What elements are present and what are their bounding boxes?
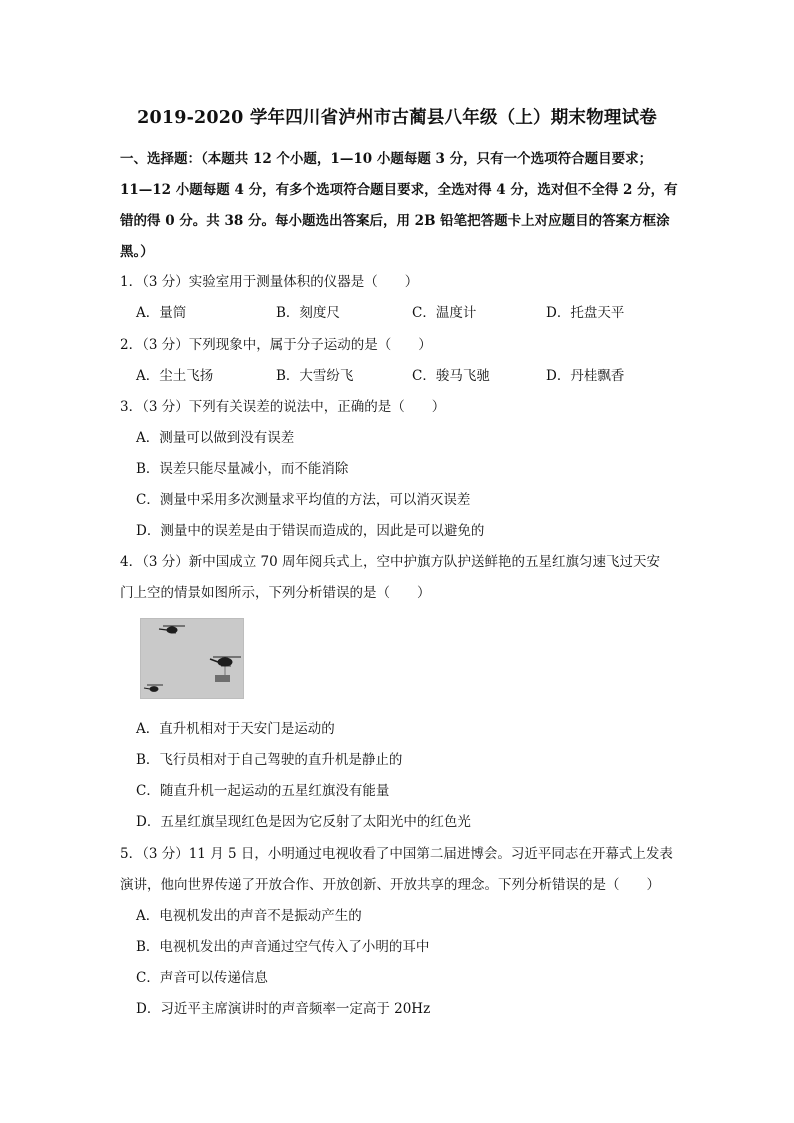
question-2-option-b: B．大雪纷飞	[276, 368, 354, 384]
question-3-option-d: D．测量中的误差是由于错误而造成的，因此是可以避免的	[136, 523, 485, 539]
question-4-option-c: C．随直升机一起运动的五星红旗没有能量	[136, 783, 390, 799]
question-1-option-b: B．刻度尺	[276, 305, 340, 321]
question-5-option-d: D．习近平主席演讲时的声音频率一定高于 20Hz	[136, 1001, 431, 1017]
section-line: 黑。）	[120, 244, 154, 260]
question-3-option-b: B．误差只能尽量减小，而不能消除	[136, 461, 349, 477]
question-4-option-a: A．直升机相对于天安门是运动的	[136, 721, 335, 737]
section-line: 错的得 0 分。共 38 分。每小题选出答案后，用 2B 铅笔把答题卡上对应题目的答案方框涂	[120, 213, 670, 229]
question-5-option-c: C．声音可以传递信息	[136, 970, 268, 986]
question-5-stem-line1: 5．（3 分）11 月 5 日，小明通过电视收看了中国第二届进博会。习近平同志在开幕式上发表	[120, 846, 673, 862]
question-1-option-c: C．温度计	[412, 305, 477, 321]
question-4-option-b: B．飞行员相对于自己驾驶的直升机是静止的	[136, 752, 403, 768]
question-2-option-d: D．丹桂飘香	[546, 368, 625, 384]
question-2-options	[136, 364, 696, 384]
question-3-stem: 3．（3 分）下列有关误差的说法中，正确的是（ ）	[120, 399, 446, 415]
question-1-options	[136, 301, 696, 321]
question-5-option-a: A．电视机发出的声音不是振动产生的	[136, 908, 362, 924]
question-1-option-a: A．量筒	[136, 305, 187, 321]
question-3-option-c: C．测量中采用多次测量求平均值的方法，可以消灭误差	[136, 492, 471, 508]
flag-icon	[215, 675, 230, 682]
question-1-option-d: D．托盘天平	[546, 305, 625, 321]
question-2-stem: 2．（3 分）下列现象中，属于分子运动的是（ ）	[120, 337, 432, 353]
question-5-option-b: B．电视机发出的声音通过空气传入了小明的耳中	[136, 939, 430, 955]
question-3-option-a: A．测量可以做到没有误差	[136, 430, 295, 446]
question-5-stem-line2: 演讲，他向世界传递了开放合作、开放创新、开放共享的理念。下列分析错误的是（ ）	[120, 877, 660, 893]
question-4-option-d: D．五星红旗呈现红色是因为它反射了太阳光中的红色光	[136, 814, 471, 830]
question-2-option-c: C．骏马飞驰	[412, 368, 490, 384]
question-4-stem-line1: 4．（3 分）新中国成立 70 周年阅兵式上，空中护旗方队护送鲜艳的五星红旗匀速飞过天安	[120, 554, 660, 570]
helicopter-formation-illustration	[141, 619, 243, 698]
page-title: 2019-2020 学年四川省泸州市古蔺县八年级（上）期末物理试卷	[137, 108, 657, 128]
helicopter-photo	[140, 618, 244, 699]
question-2-option-a: A．尘土飞扬	[136, 368, 214, 384]
section-line: 一、选择题：（本题共 12 个小题，1—10 小题每题 3 分，只有一个选项符合题目要求；	[120, 151, 653, 167]
question-1-stem: 1．（3 分）实验室用于测量体积的仪器是（ ）	[120, 274, 419, 290]
question-4-stem-line2: 门上空的情景如图所示，下列分析错误的是（ ）	[120, 585, 431, 601]
section-instructions	[120, 144, 680, 268]
section-line: 11—12 小题每题 4 分，有多个选项符合题目要求，全选对得 4 分，选对但不全得 2 分，有	[120, 182, 678, 198]
